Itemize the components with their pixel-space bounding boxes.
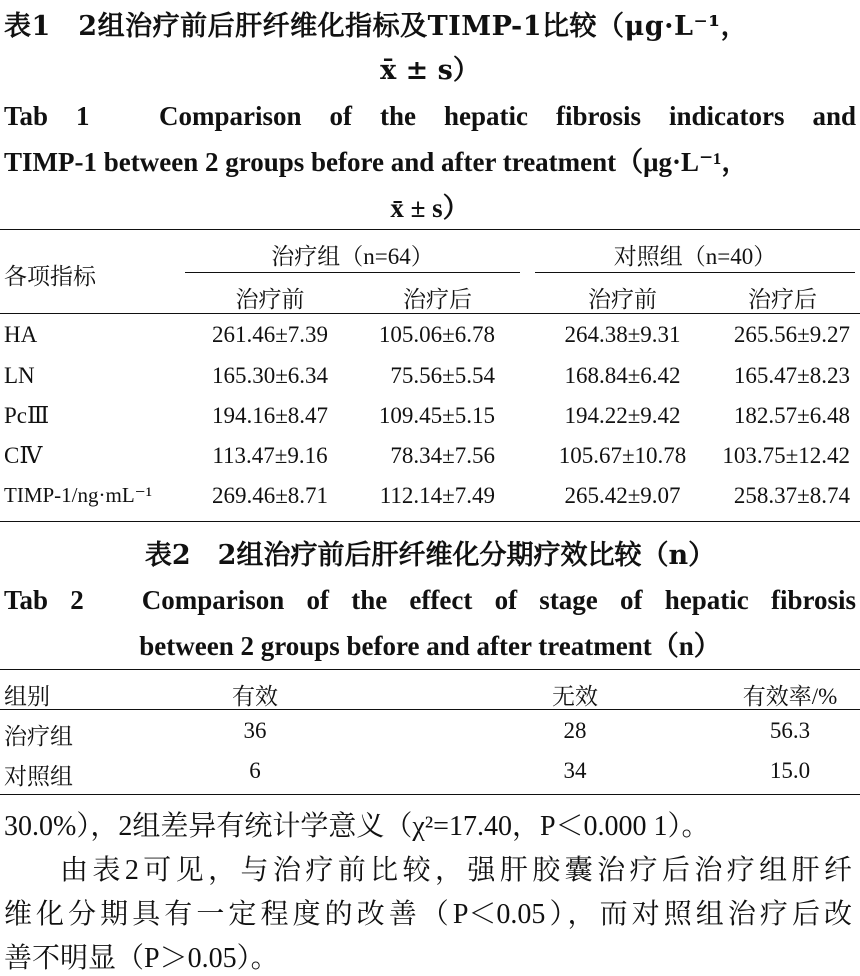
table2-row-group: 对照组	[4, 764, 73, 789]
table1-cell: 168.84±6.42	[564, 363, 681, 388]
table1-bottom-rule	[0, 521, 860, 522]
table1-cell: 194.22±9.42	[564, 403, 681, 428]
table1-cell: 182.57±6.48	[733, 403, 850, 428]
table1-cell: 78.34±7.56	[390, 443, 495, 468]
table1-row-label: PcⅢ	[4, 403, 50, 428]
table2-header: 组别	[4, 684, 50, 709]
table2-header: 有效	[232, 684, 278, 709]
table2-cell: 56.3	[769, 718, 811, 743]
table1-subheader: 治疗后	[403, 287, 472, 312]
table2-cell: 36	[243, 718, 267, 743]
table1-cell: 265.56±9.27	[733, 322, 850, 347]
table1-cell: 165.30±6.34	[211, 363, 329, 388]
table1-subheader: 治疗前	[588, 287, 657, 312]
table1-row-label: CⅣ	[4, 443, 43, 468]
table1-row-label: LN	[4, 363, 35, 388]
table1-subheader: 治疗后	[748, 287, 817, 312]
table2-header: 有效率/%	[742, 684, 838, 709]
table1-cell: 105.67±10.78	[558, 443, 687, 468]
table1-cell: 194.16±8.47	[211, 403, 329, 428]
table2-caption-cn: 表2 2组治疗前后肝纤维化分期疗效比较（n）	[144, 540, 716, 571]
table2-row-group: 治疗组	[4, 724, 73, 749]
table1-cell: 264.38±9.31	[564, 322, 681, 347]
table1-cell: 165.47±8.23	[733, 363, 850, 388]
table1-cell: 109.45±5.15	[378, 403, 495, 428]
table1-row-label: TIMP-1/ng·mL⁻¹	[4, 483, 153, 507]
table2-bottom-rule	[0, 794, 860, 795]
table2-header: 无效	[552, 684, 598, 709]
table1-row-header: 各项指标	[4, 264, 96, 289]
table2-cell: 34	[563, 758, 587, 783]
table1-caption-en-tail: x̄ ± s）	[390, 193, 470, 223]
table1-cell: 75.56±5.54	[390, 363, 495, 388]
body-text-line: 由表2可见，与治疗前比较，强肝胶囊治疗后治疗组肝纤	[60, 855, 852, 886]
table1-cell: 103.75±12.42	[722, 443, 850, 468]
table2-header-rule	[0, 709, 860, 710]
table1-cell: 261.46±7.39	[211, 322, 329, 347]
table1-group2-rule	[535, 272, 855, 273]
table2-cell: 28	[563, 718, 587, 743]
table1-group2-header: 对照组（n=40）	[613, 244, 777, 269]
table1-cell: 265.42±9.07	[564, 483, 681, 508]
table2-cell: 6	[249, 758, 261, 783]
table1-caption-en: Tab 1 Comparison of the hepatic fibrosis indicators and	[4, 101, 856, 131]
table1-caption-en-line2: TIMP-1 between 2 groups before and after treatment（μg·L⁻¹，	[4, 147, 749, 177]
table1-cell: 258.37±8.74	[733, 483, 850, 508]
body-text-line: 善不明显（P＞0.05）。	[4, 943, 279, 974]
table1-top-rule	[0, 229, 860, 230]
table2-cell: 15.0	[769, 758, 811, 783]
table1-cell: 105.06±6.78	[378, 322, 495, 347]
table1-group1-rule	[185, 272, 520, 273]
table1-caption-cn: 表1 2组治疗前后肝纤维化指标及TIMP-1比较（μg·L⁻¹，	[4, 11, 749, 42]
body-text-line: 30.0%），2组差异有统计学意义（χ²=17.40，P＜0.000 1）。	[4, 811, 710, 842]
table1-cell: 112.14±7.49	[379, 483, 495, 508]
table1-group1-header: 治疗组（n=64）	[271, 244, 434, 269]
table1-cell: 269.46±8.71	[211, 483, 329, 508]
table1-caption-cn-tail: x̄ ± s）	[380, 55, 480, 86]
body-text-line: 维化分期具有一定程度的改善（P＜0.05），而对照组治疗后改	[4, 899, 852, 930]
table2-top-rule	[0, 669, 860, 670]
table2-caption-en-line2: between 2 groups before and after treatment（n）	[139, 631, 721, 661]
table1-header-rule	[0, 313, 860, 314]
table1-subheader: 治疗前	[235, 287, 305, 312]
table1-cell: 113.47±9.16	[212, 443, 328, 468]
table2-caption-en: Tab 2 Comparison of the effect of stage of hepatic fibrosis	[4, 585, 856, 615]
table1-row-label: HA	[4, 322, 38, 347]
